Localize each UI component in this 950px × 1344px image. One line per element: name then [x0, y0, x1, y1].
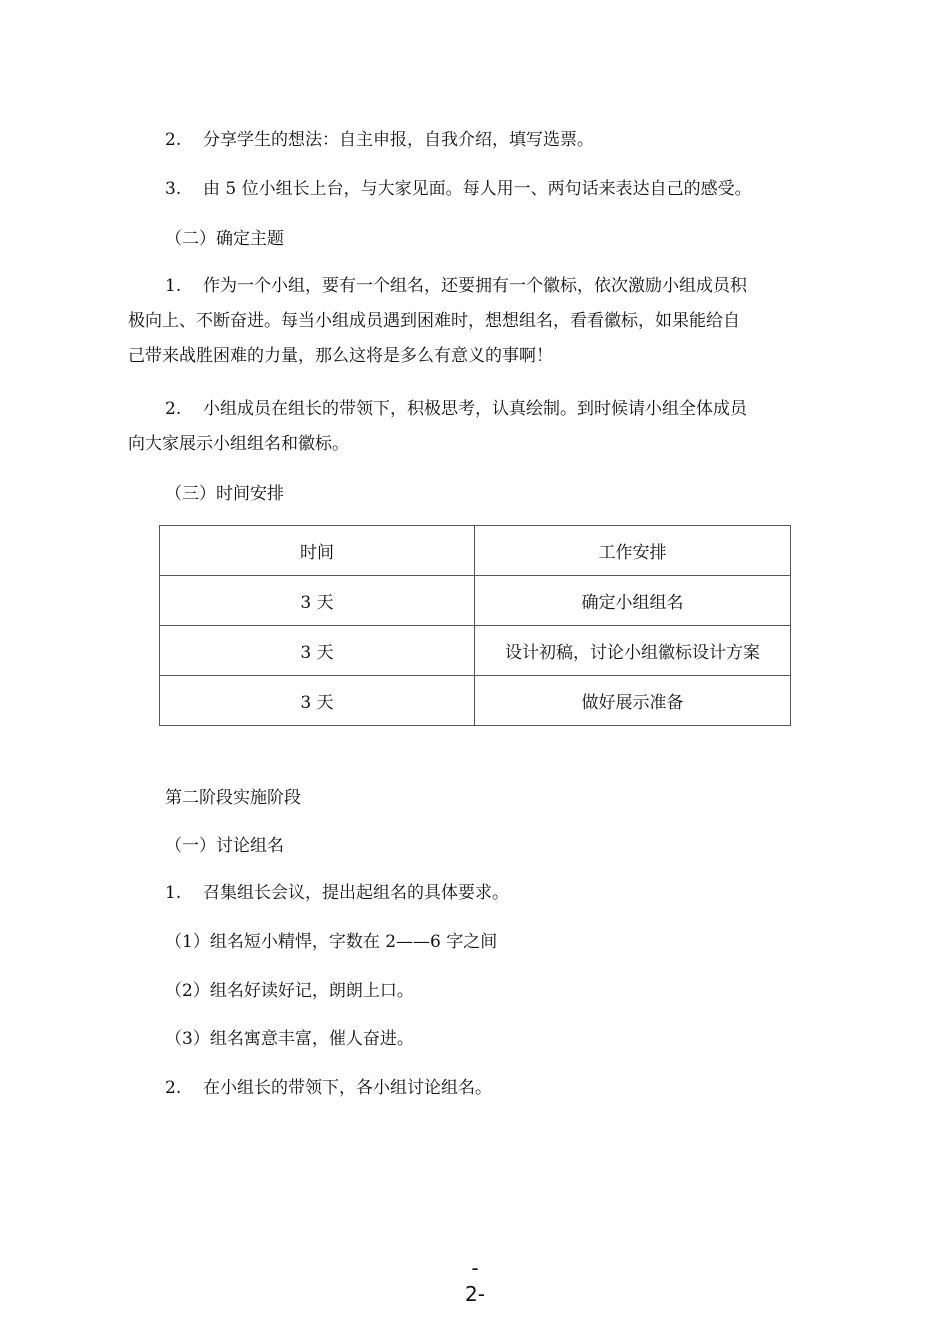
table-header-row [160, 526, 791, 576]
paragraph-group-name-line1 [165, 274, 747, 298]
paragraph-members-line1 [165, 397, 747, 421]
paragraph-members-line2: 向大家展示小组组名和徽标。 [128, 434, 349, 454]
requirement-2: （2）组名好读好记，朗朗上口。 [165, 981, 414, 1001]
list-number: 2. [165, 399, 182, 419]
section-heading-schedule: （三）时间安排 [165, 484, 284, 504]
stage2-subheading: （一）讨论组名 [165, 836, 284, 856]
table-cell-time: 3 天 [160, 676, 475, 726]
list-number: 3. [165, 179, 182, 199]
list-number: 2. [165, 130, 182, 150]
paragraph-group-name-line3: 己带来战胜困难的力量，那么这将是多么有意义的事啊！ [128, 346, 553, 366]
requirement-1: （1）组名短小精悍，字数在 2——6 字之间 [165, 932, 498, 952]
footer-dash: - [471, 1256, 479, 1280]
paragraph-text: 作为一个小组，要有一个组名，还要拥有一个徽标，依次激励小组成员积 [203, 276, 747, 296]
stage2-item-1 [165, 881, 509, 905]
list-number: 1. [165, 276, 182, 296]
table-cell-time: 3 天 [160, 576, 475, 626]
stage2-item-2 [165, 1076, 492, 1100]
paragraph-leaders-intro [165, 177, 752, 201]
table-row [160, 676, 791, 726]
paragraph-text: 小组成员在组长的带领下，积极思考，认真绘制。到时候请小组全体成员 [203, 399, 747, 419]
paragraph-text: 召集组长会议，提出起组名的具体要求。 [203, 883, 509, 903]
requirement-3: （3）组名寓意丰富，催人奋进。 [165, 1029, 414, 1049]
list-number: 2. [165, 1078, 182, 1098]
table-row [160, 576, 791, 626]
stage2-title: 第二阶段实施阶段 [165, 788, 301, 808]
paragraph-text: 由 5 位小组长上台，与大家见面。每人用一、两句话来表达自己的感受。 [203, 179, 752, 199]
page-number: 2- [465, 1282, 485, 1306]
table-header-work: 工作安排 [475, 526, 791, 576]
paragraph-share-ideas [165, 128, 594, 152]
paragraph-text: 分享学生的想法：自主申报，自我介绍，填写选票。 [203, 130, 594, 150]
paragraph-group-name-line2: 极向上、不断奋进。每当小组成员遇到困难时，想想组名，看看徽标，如果能给自 [128, 311, 740, 331]
section-heading-confirm-theme: （二）确定主题 [165, 229, 284, 249]
table-cell-work: 确定小组组名 [475, 576, 791, 626]
list-number: 1. [165, 883, 182, 903]
table-cell-time: 3 天 [160, 626, 475, 676]
table-row [160, 626, 791, 676]
schedule-table [159, 525, 791, 726]
table-header-time: 时间 [160, 526, 475, 576]
table-cell-work: 设计初稿，讨论小组徽标设计方案 [475, 626, 791, 676]
table-cell-work: 做好展示准备 [475, 676, 791, 726]
paragraph-text: 在小组长的带领下，各小组讨论组名。 [203, 1078, 492, 1098]
